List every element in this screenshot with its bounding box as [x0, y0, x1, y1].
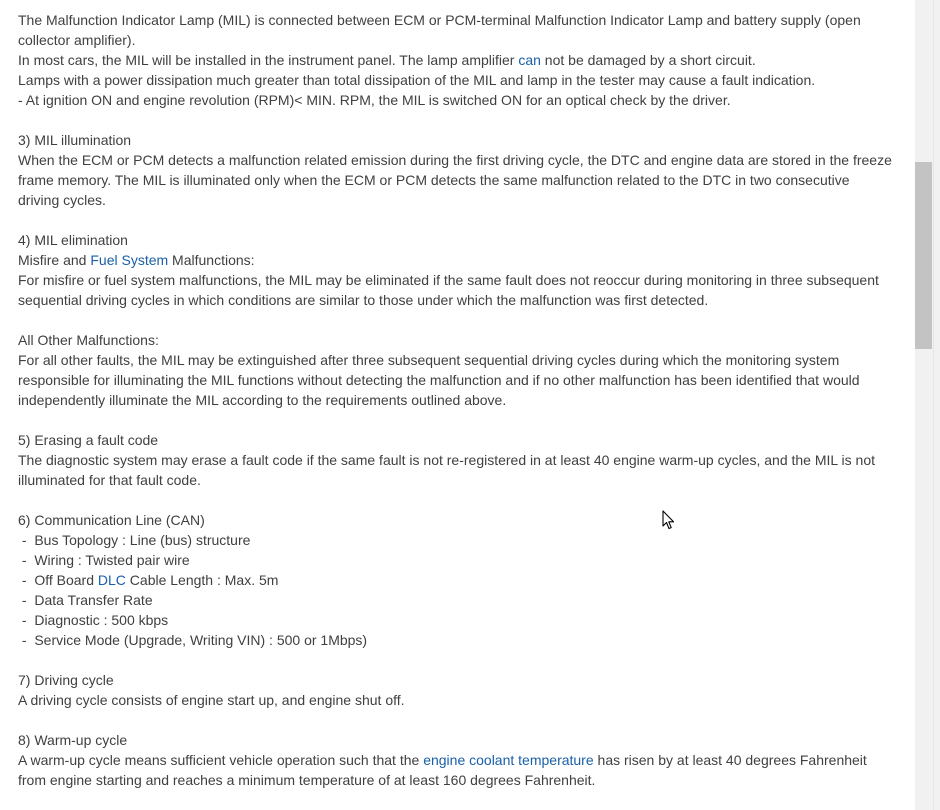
intro-line: The Malfunction Indicator Lamp (MIL) is connected between ECM or PCM-terminal Malfunction Indicator Lamp and battery supply (open — [18, 12, 861, 28]
intro-line: Lamps with a power dissipation much greater than total dissipation of the MIL and lamp in the tester may cause a fault indication. — [18, 72, 816, 88]
section-heading: 4) MIL elimination — [18, 232, 128, 248]
paragraph-line: from engine starting and reaches a minimum temperature of at least 160 degrees Fahrenheit. — [18, 772, 596, 788]
text-fragment: has risen by at least 40 degrees Fahrenheit — [593, 752, 867, 768]
fuel-system-link[interactable]: Fuel System — [90, 252, 169, 268]
paragraph-line: The diagnostic system may erase a fault code if the same fault is not re-registered in at least 40 engine warm-up cycles, and the MIL is not — [18, 452, 876, 468]
paragraph-line: driving cycles. — [18, 192, 106, 208]
subheading: All Other Malfunctions: — [18, 332, 159, 348]
section-heading: 5) Erasing a fault code — [18, 432, 159, 448]
document-content — [18, 10, 910, 790]
spacer — [18, 210, 910, 230]
spacer — [18, 110, 910, 130]
text-fragment: - Off Board — [18, 572, 98, 588]
paragraph-line: For misfire or fuel system malfunctions, the MIL may be eliminated if the same fault does not reoccur during monitoring in three subsequent — [18, 272, 879, 288]
intro-line: collector amplifier). — [18, 32, 136, 48]
section-heading: 7) Driving cycle — [18, 672, 114, 688]
section-heading: 3) MIL illumination — [18, 132, 132, 148]
intro-line — [18, 50, 910, 70]
can-link[interactable]: can — [518, 52, 541, 68]
list-item: - Data Transfer Rate — [18, 592, 153, 608]
subheading — [18, 250, 910, 270]
dlc-link[interactable]: DLC — [97, 572, 126, 588]
text-fragment: Malfunctions: — [168, 252, 255, 268]
spacer — [18, 710, 910, 730]
spacer — [18, 650, 910, 670]
paragraph-line: For all other faults, the MIL may be extinguished after three subsequent sequential driving cycles during which the monitoring system — [18, 352, 840, 368]
spacer — [18, 490, 910, 510]
paragraph-line: frame memory. The MIL is illuminated only when the ECM or PCM detects the same malfunction related to the DTC in two consecutive — [18, 172, 850, 188]
text-fragment: A warm-up cycle means sufficient vehicle operation such that the — [18, 752, 424, 768]
intro-line: - At ignition ON and engine revolution (RPM)< MIN. RPM, the MIL is switched ON for an optical check by the driver. — [18, 92, 731, 108]
text-fragment: In most cars, the MIL will be installed in the instrument panel. The lamp amplifier — [18, 52, 519, 68]
spacer — [18, 310, 910, 330]
paragraph-line: When the ECM or PCM detects a malfunction related emission during the first driving cycle, the DTC and engine data are stored in the freeze — [18, 152, 892, 168]
spacer — [18, 410, 910, 430]
mouse-pointer-icon — [662, 510, 676, 530]
paragraph-line: independently illuminate the MIL according to the requirements outlined above. — [18, 392, 507, 408]
list-item: - Diagnostic : 500 kbps — [18, 612, 169, 628]
text-fragment: Cable Length : Max. 5m — [125, 572, 279, 588]
list-item: - Wiring : Twisted pair wire — [18, 552, 190, 568]
text-fragment: not be damaged by a short circuit. — [540, 52, 756, 68]
paragraph-line: illuminated for that fault code. — [18, 472, 201, 488]
list-item — [18, 570, 910, 590]
scrollbar-thumb[interactable] — [915, 162, 932, 349]
window-edge — [933, 0, 940, 810]
paragraph-line: responsible for illuminating the MIL functions without detecting the malfunction and if no other malfunction has been identified that would — [18, 372, 860, 388]
engine-coolant-temperature-link[interactable]: engine coolant temperature — [423, 752, 594, 768]
section-heading: 8) Warm-up cycle — [18, 732, 128, 748]
list-item: - Service Mode (Upgrade, Writing VIN) : 500 or 1Mbps) — [18, 632, 368, 648]
paragraph-line: sequential driving cycles in which conditions are similar to those under which the malfunction was first detected. — [18, 292, 709, 308]
text-fragment: Misfire and — [18, 252, 91, 268]
section-heading: 6) Communication Line (CAN) — [18, 512, 205, 528]
paragraph-line — [18, 750, 910, 770]
paragraph-line: A driving cycle consists of engine start up, and engine shut off. — [18, 692, 405, 708]
list-item: - Bus Topology : Line (bus) structure — [18, 532, 251, 548]
